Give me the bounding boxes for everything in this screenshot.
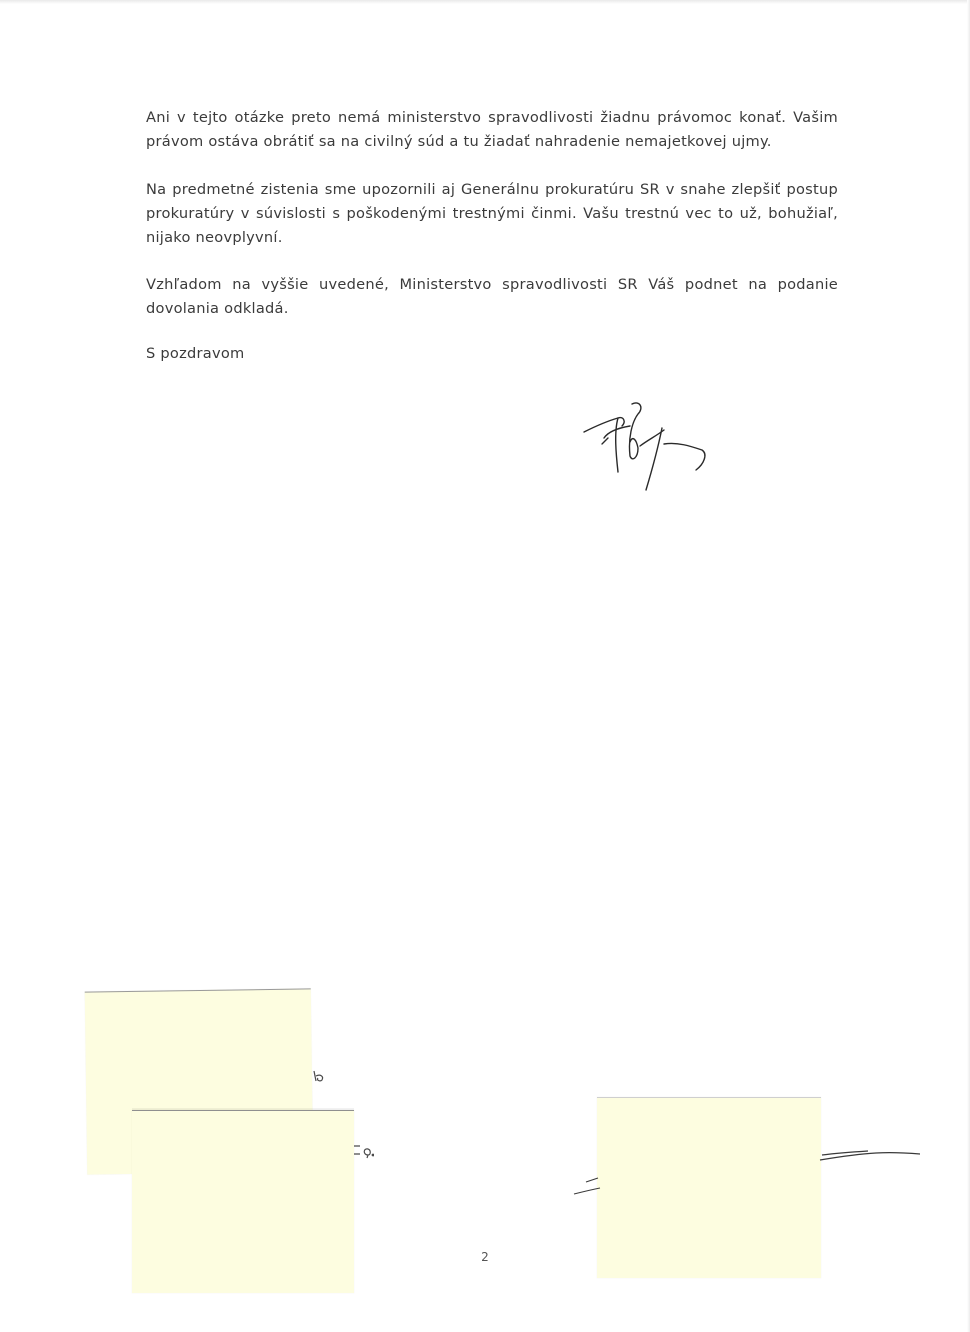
page-number: 2 [481,1250,489,1264]
scan-top-edge [0,0,970,4]
paragraph-decision: Vzhľadom na vyššie uvedené, Ministerstvo spravodlivosti SR Váš podnet na podanie dovolania odkladá. [146,276,838,317]
stamp-fragment-2 [352,1142,374,1160]
handwritten-signature [578,398,718,498]
paragraph-prosecutor: Na predmetné zistenia sme upozornili aj Generálnu prokuratúru SR v snahe zlepšiť postup prokuratúry v súvislosti s poškodenými trestnými činmi. Vašu trestnú vec to už, bohužiaľ, nijako neovplyvní. [146,181,838,246]
sticky-note-right [597,1097,821,1278]
closing-greeting: S pozdravom [146,345,245,362]
signature-line-stroke [572,1176,602,1198]
stamp-fragment [312,1068,326,1084]
paragraph-civil-court: Ani v tejto otázke preto nemá ministerstvo spravodlivosti žiadnu právomoc konať. Vašim právom ostáva obrátiť sa na civilný súd a tu žiadať nahradenie nemajetkovej ujmy. [146,109,838,150]
sticky-note-left-lower [132,1110,354,1293]
signature-line-right [818,1146,922,1164]
